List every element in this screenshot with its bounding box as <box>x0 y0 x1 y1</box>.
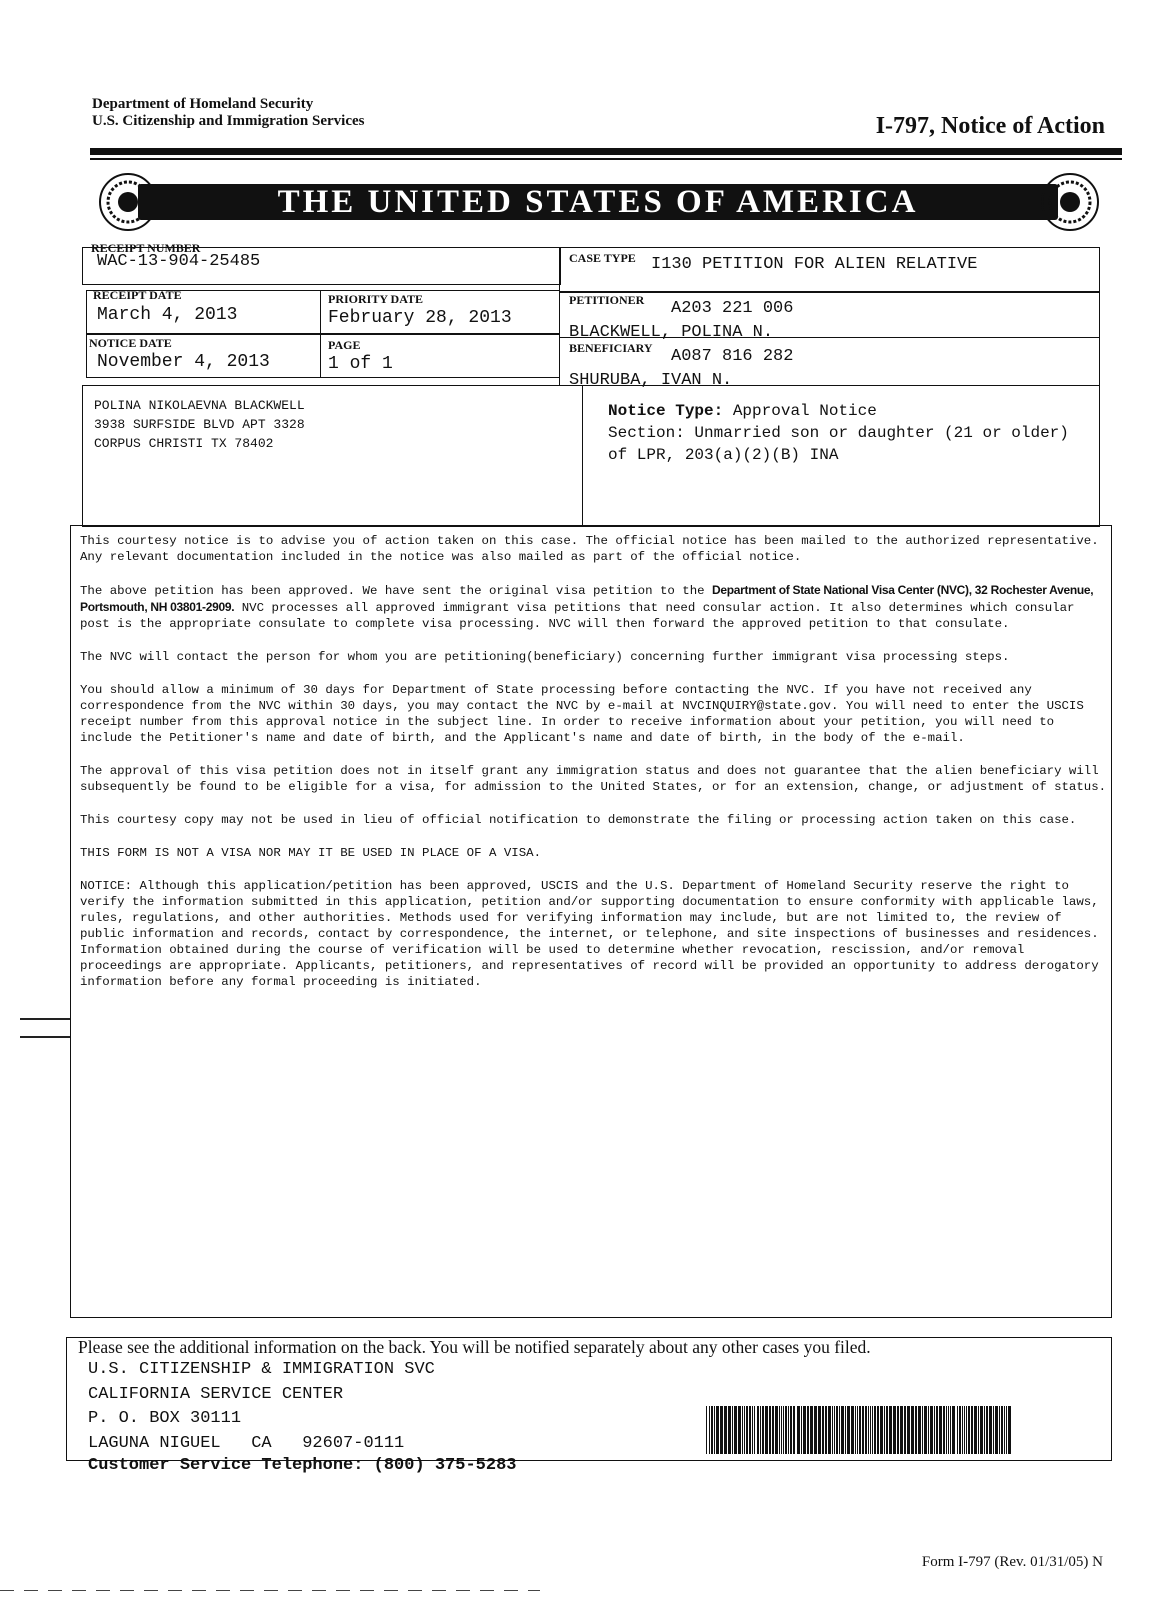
barcode-bar <box>716 1406 719 1454</box>
receipt-number-label: RECEIPT NUMBER <box>91 241 201 255</box>
notice-type-divider <box>582 385 583 527</box>
barcode-bar <box>810 1406 813 1454</box>
barcode-bar <box>779 1406 780 1454</box>
barcode-bar <box>818 1406 821 1454</box>
notice-type-block <box>608 400 1088 466</box>
barcode-bar <box>803 1406 806 1454</box>
service-center-address <box>88 1358 435 1456</box>
notice-date-label: NOTICE DATE <box>89 336 172 350</box>
barcode-bar <box>974 1406 977 1454</box>
barcode-bar <box>847 1406 850 1454</box>
barcode-bar <box>738 1406 741 1454</box>
barcode-bar <box>959 1406 961 1454</box>
barcode-bar <box>946 1406 947 1454</box>
barcode-bar <box>870 1406 871 1454</box>
barcode-bar <box>993 1406 994 1454</box>
notice-type-value: Approval Notice <box>732 402 877 420</box>
barcode-bar <box>915 1406 917 1454</box>
barcode-bar <box>999 1406 1000 1454</box>
petitioner-label: PETITIONER <box>569 293 645 307</box>
barcode-bar <box>857 1406 858 1454</box>
barcode-bar <box>760 1406 761 1454</box>
barcode-bar <box>807 1406 809 1454</box>
barcode-bar <box>884 1406 885 1454</box>
barcode-bar <box>862 1406 864 1454</box>
office-line-2: CALIFORNIA SERVICE CENTER <box>88 1384 344 1404</box>
paragraph-approved-end: NVC processes all approved immigrant visa petitions that need consular action. It also determines which consular post is the appropriate consulate to complete visa processing. NVC will then forward the approved petition to that consulate. <box>80 601 1075 631</box>
paragraph-allow-days: You should allow a minimum of 30 days for Department of State processing before contacting the NVC. If you have not received any correspondence from the NVC within 30 days, you may contact the NVC by e-mail at NVCINQUIRY@state.gov. You will need to enter the USCIS receipt number from this approval notice in the subject line. In order to receive information about your petition, you will need to include the Petitioner's name and date of birth, and the Applicant's name and date of birth, in the body of the e-mail. <box>80 683 1084 745</box>
barcode-bar <box>757 1406 759 1454</box>
barcode-bar <box>781 1406 782 1454</box>
barcode-bar <box>904 1406 906 1454</box>
margin-mark <box>20 1018 70 1020</box>
barcode-bar <box>832 1406 833 1454</box>
barcode-bar <box>952 1406 955 1454</box>
barcode-bar <box>962 1406 963 1454</box>
barcode-bar <box>765 1406 768 1454</box>
barcode-bar <box>769 1406 771 1454</box>
barcode-bar <box>948 1406 949 1454</box>
paragraph-courtesy-copy: This courtesy copy may not be used in lieu of official notification to demonstrate the filing or processing action taken on this case. <box>80 813 1077 827</box>
barcode-bar <box>995 1406 998 1454</box>
case-type-label: CASE TYPE <box>569 251 636 265</box>
notice-type-label: Notice Type: <box>608 402 724 420</box>
barcode-bar <box>978 1406 979 1454</box>
barcode-bar <box>728 1406 731 1454</box>
barcode-bar <box>934 1406 935 1454</box>
barcode-bar <box>943 1406 945 1454</box>
barcode-bar <box>814 1406 817 1454</box>
barcode-bar <box>1004 1406 1005 1454</box>
barcode-bar <box>966 1406 967 1454</box>
barcode-bar <box>834 1406 835 1454</box>
barcode-bar <box>742 1406 743 1454</box>
priority-date: February 28, 2013 <box>328 308 512 328</box>
barcode-bar <box>922 1406 923 1454</box>
beneficiary-id: A087 816 282 <box>671 347 794 366</box>
barcode-bar <box>734 1406 737 1454</box>
paragraph-courtesy: This courtesy notice is to advise you of action taken on this case. The official notice has been mailed to the authorized representative. Any relevant documentation included in the notice was also mailed as part of the official notice. <box>80 534 1099 564</box>
barcode-bar <box>797 1406 800 1454</box>
customer-service-phone: Customer Service Telephone: (800) 375-5283 <box>88 1456 517 1475</box>
barcode-bar <box>924 1406 927 1454</box>
barcode-bar <box>877 1406 879 1454</box>
barcode-bar <box>711 1406 713 1454</box>
barcode-bar <box>720 1406 723 1454</box>
agency-header <box>92 96 365 130</box>
barcode-bar <box>749 1406 751 1454</box>
barcode-bar <box>793 1406 795 1454</box>
barcode-bar <box>709 1406 710 1454</box>
header-rule-thin <box>90 158 1122 160</box>
mailing-address <box>94 396 305 453</box>
barcode-bar <box>851 1406 854 1454</box>
beneficiary-label: BENEFICIARY <box>569 341 653 355</box>
barcode-bar <box>754 1406 755 1454</box>
barcode-bar <box>984 1406 985 1454</box>
barcode-bar <box>788 1406 789 1454</box>
receipt-date: March 4, 2013 <box>97 305 238 325</box>
barcode-bar <box>724 1406 727 1454</box>
petitioner-name: BLACKWELL, POLINA N. <box>569 323 774 342</box>
barcode-bar <box>989 1406 992 1454</box>
barcode-bar <box>880 1406 883 1454</box>
priority-date-label: PRIORITY DATE <box>328 292 424 306</box>
barcode-bar <box>928 1406 929 1454</box>
barcode-bar <box>714 1406 715 1454</box>
paragraph-notice: NOTICE: Although this application/petition has been approved, USCIS and the U.S. Department of Homeland Security reserve the right to verify the information submitted in this application, petition and/or supporting documentation to ensure conformity with applicable laws, rules, regulations, and other authorities. Methods used for verifying information may include, but are not limited to, the review of public information and records, contact by correspondence, the internet, or telephone, and site inspections of businesses and residences. Information obtained during the course of verification will be used to determine whether revocation, rescission, and/or removal proceedings are appropriate. Applicants, petitioners, and representatives of record will be provided an opportunity to address derogatory information before any formal proceeding is initiated. <box>80 879 1099 989</box>
barcode-bar <box>1001 1406 1003 1454</box>
barcode-bar <box>868 1406 869 1454</box>
margin-mark <box>20 1036 70 1038</box>
barcode-bar <box>828 1406 831 1454</box>
barcode-bar <box>706 1406 707 1454</box>
barcode-bar <box>980 1406 983 1454</box>
barcode-bar <box>836 1406 838 1454</box>
page-label: PAGE <box>328 338 361 352</box>
barcode-bar <box>874 1406 876 1454</box>
case-type: I130 PETITION FOR ALIEN RELATIVE <box>651 255 978 274</box>
paragraph-nvc-contact: The NVC will contact the person for whom you are petitioning(beneficiary) concerning further immigrant visa processing steps. <box>80 650 1010 664</box>
barcode-bar <box>822 1406 824 1454</box>
barcode-bar <box>939 1406 942 1454</box>
receipt-number: WAC-13-904-25485 <box>97 252 261 271</box>
barcode-bar <box>859 1406 861 1454</box>
barcode-bar <box>855 1406 856 1454</box>
barcode-bar <box>865 1406 867 1454</box>
office-line-4: LAGUNA NIGUEL CA 92607-0111 <box>88 1433 405 1453</box>
form-title: I-797, Notice of Action <box>875 113 1105 139</box>
notice-section: Section: Unmarried son or daughter (21 or older) of LPR, 203(a)(2)(B) INA <box>608 424 1069 464</box>
notice-date: November 4, 2013 <box>97 352 270 372</box>
paragraph-approved-start: The above petition has been approved. We have sent the original visa petition to the <box>80 584 713 598</box>
barcode <box>706 1406 1014 1454</box>
barcode-bar <box>839 1406 840 1454</box>
barcode-bar <box>825 1406 827 1454</box>
barcode-bar <box>762 1406 764 1454</box>
address-street: 3938 SURFSIDE BLVD APT 3328 <box>94 417 305 432</box>
barcode-bar <box>841 1406 844 1454</box>
barcode-bar <box>957 1406 958 1454</box>
address-city: CORPUS CHRISTI TX 78402 <box>94 436 274 451</box>
barcode-bar <box>918 1406 921 1454</box>
bottom-dashed-line <box>0 1590 540 1591</box>
barcode-bar <box>1008 1406 1011 1454</box>
barcode-bar <box>752 1406 753 1454</box>
barcode-bar <box>744 1406 745 1454</box>
notice-body <box>80 533 1108 1007</box>
barcode-bar <box>971 1406 973 1454</box>
barcode-bar <box>746 1406 748 1454</box>
office-line-1: U.S. CITIZENSHIP & IMMIGRATION SVC <box>88 1360 435 1379</box>
petitioner-id: A203 221 006 <box>671 299 794 318</box>
barcode-bar <box>936 1406 938 1454</box>
page-number: 1 of 1 <box>328 354 393 374</box>
barcode-bar <box>801 1406 802 1454</box>
barcode-bar <box>772 1406 774 1454</box>
paragraph-approved <box>80 582 1108 632</box>
usa-banner <box>98 172 1100 232</box>
office-line-3: P. O. BOX 30111 <box>88 1409 242 1428</box>
barcode-bar <box>1006 1406 1007 1454</box>
form-revision: Form I-797 (Rev. 01/31/05) N <box>921 1554 1103 1570</box>
barcode-bar <box>790 1406 792 1454</box>
banner-text: THE UNITED STATES OF AMERICA <box>277 184 919 220</box>
barcode-bar <box>886 1406 888 1454</box>
barcode-bar <box>872 1406 873 1454</box>
address-name: POLINA NIKOLAEVNA BLACKWELL <box>94 398 305 413</box>
barcode-bar <box>950 1406 951 1454</box>
barcode-bar <box>964 1406 965 1454</box>
barcode-bar <box>732 1406 733 1454</box>
rosette-ornament-right <box>1040 172 1100 232</box>
barcode-bar <box>889 1406 892 1454</box>
barcode-bar <box>986 1406 988 1454</box>
paragraph-not-visa: THIS FORM IS NOT A VISA NOR MAY IT BE USED IN PLACE OF A VISA. <box>80 846 542 860</box>
barcode-bar <box>893 1406 896 1454</box>
agency-name: Department of Homeland Security <box>92 96 314 112</box>
barcode-bar <box>897 1406 899 1454</box>
footer-note: Please see the additional information on the back. You will be notified separately about any other cases you filed. <box>78 1337 871 1357</box>
beneficiary-name: SHURUBA, IVAN N. <box>569 371 733 390</box>
receipt-date-label: RECEIPT DATE <box>93 288 182 302</box>
nvc-address: Department of State National Visa Center (NVC), 32 Rochester Avenue, Portsmouth, NH 03801-2909. <box>80 583 1094 614</box>
barcode-bar <box>900 1406 903 1454</box>
barcode-bar <box>911 1406 914 1454</box>
barcode-bar <box>775 1406 778 1454</box>
barcode-bar <box>783 1406 784 1454</box>
barcode-bar <box>907 1406 910 1454</box>
paragraph-approval-status: The approval of this visa petition does not in itself grant any immigration status and does not guarantee that the alien beneficiary will subsequently be found to be eligible for a visa, for admission to the United States, or for an extension, change, or adjustment of status. <box>80 764 1107 794</box>
barcode-bar <box>968 1406 970 1454</box>
agency-subname: U.S. Citizenship and Immigration Services <box>92 113 365 129</box>
barcode-bar <box>845 1406 846 1454</box>
header-rule <box>90 148 1122 155</box>
barcode-bar <box>930 1406 933 1454</box>
barcode-bar <box>785 1406 787 1454</box>
